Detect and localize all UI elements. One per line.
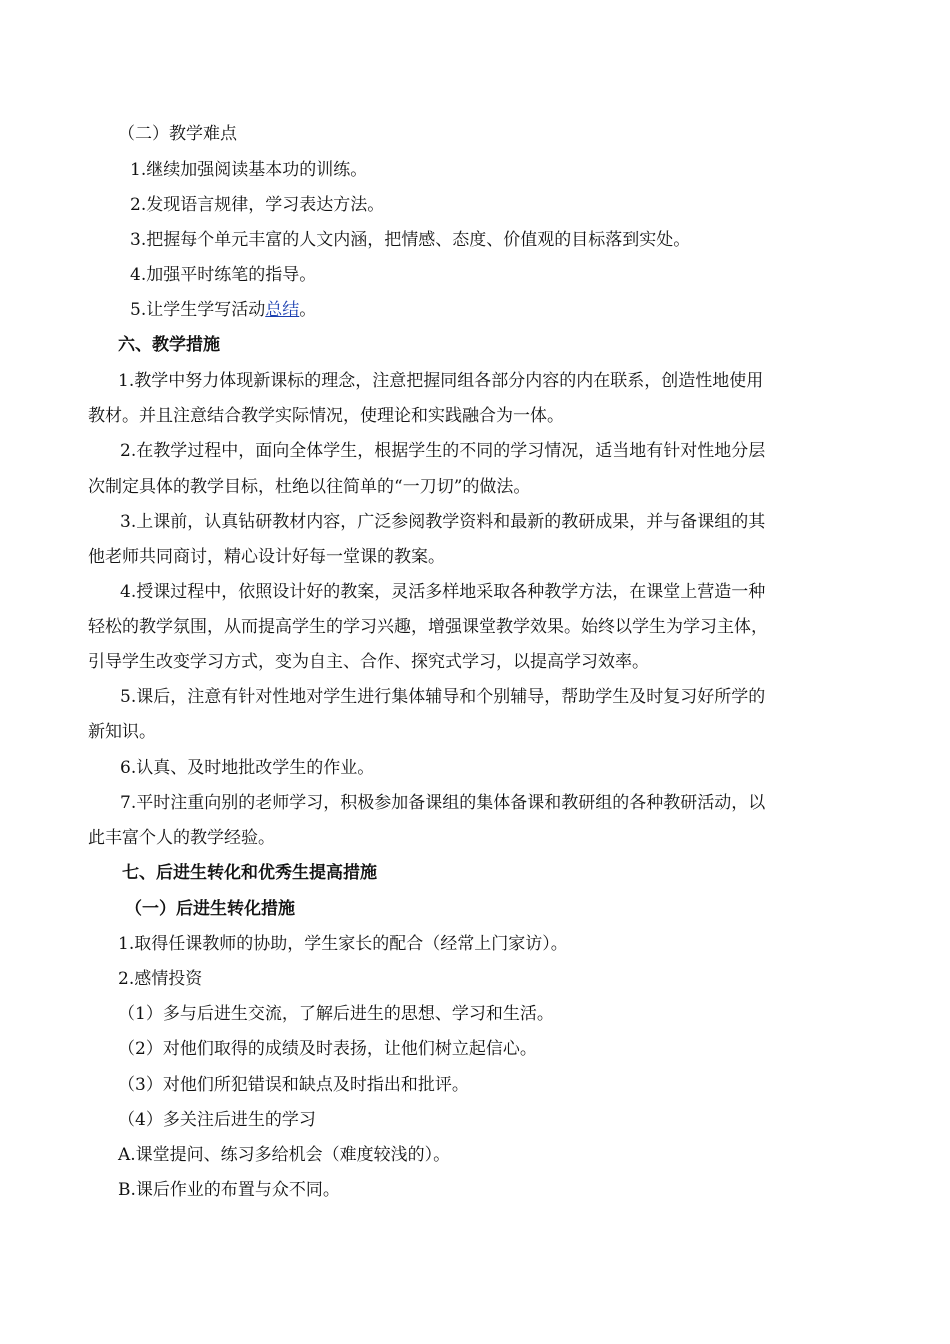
difficulty-item-5-prefix: 5.让学生学写活动: [130, 300, 266, 320]
measure-3-line-1: 3.上课前，认真钻研教材内容，广泛参阅教学资料和最新的教研成果，并与备课组的其: [120, 512, 766, 532]
conversion-item-1: 1.取得任课教师的协助，学生家长的配合（经常上门家访）。: [118, 934, 568, 954]
section-6-heading: 六、教学措施: [118, 335, 220, 355]
measure-7-line-2: 此丰富个人的教学经验。: [88, 828, 275, 848]
measure-6-line-1: 6.认真、及时地批改学生的作业。: [120, 758, 375, 778]
measure-5-line-2: 新知识。: [88, 722, 156, 742]
measure-4-line-2: 轻松的教学氛围，从而提高学生的学习兴趣，增强课堂教学效果。始终以学生为学习主体，: [88, 617, 768, 637]
difficulty-heading: （二）教学难点: [118, 124, 237, 144]
measure-2-line-1: 2.在教学过程中，面向全体学生，根据学生的不同的学习情况，适当地有针对性地分层: [120, 441, 766, 461]
measure-5-line-1: 5.课后，注意有针对性地对学生进行集体辅导和个别辅导，帮助学生及时复习好所学的: [120, 687, 766, 707]
conversion-sub-4: （4）多关注后进生的学习: [118, 1110, 316, 1130]
measure-1-line-2: 教材。并且注意结合教学实际情况，使理论和实践融合为一体。: [88, 406, 564, 426]
conversion-sub-a: A.课堂提问、练习多给机会（难度较浅的）。: [118, 1145, 451, 1165]
conversion-sub-1: （1）多与后进生交流，了解后进生的思想、学习和生活。: [118, 1004, 554, 1024]
difficulty-item-4: 4.加强平时练笔的指导。: [130, 265, 317, 285]
difficulty-item-2: 2.发现语言规律，学习表达方法。: [130, 195, 385, 215]
measure-3-line-2: 他老师共同商讨，精心设计好每一堂课的教案。: [88, 547, 445, 567]
difficulty-item-3: 3.把握每个单元丰富的人文内涵，把情感、态度、价值观的目标落到实处。: [130, 230, 691, 250]
conversion-sub-3: （3）对他们所犯错误和缺点及时指出和批评。: [118, 1075, 469, 1095]
measure-7-line-1: 7.平时注重向别的老师学习，积极参加备课组的集体备课和教研组的各种教研活动，以: [120, 793, 766, 813]
conversion-sub-2: （2）对他们取得的成绩及时表扬，让他们树立起信心。: [118, 1039, 537, 1059]
conversion-item-2: 2.感情投资: [118, 969, 203, 989]
summary-link[interactable]: 总结: [265, 300, 300, 320]
conversion-sub-b: B.课后作业的布置与众不同。: [118, 1180, 340, 1200]
measure-4-line-1: 4.授课过程中，依照设计好的教案，灵活多样地采取各种教学方法，在课堂上营造一种: [120, 582, 766, 602]
difficulty-item-5: [130, 298, 316, 322]
section-7-heading: 七、后进生转化和优秀生提高措施: [122, 863, 377, 883]
difficulty-item-1: 1.继续加强阅读基本功的训练。: [130, 160, 368, 180]
measure-1-line-1: 1.教学中努力体现新课标的理念，注意把握同组各部分内容的内在联系，创造性地使用: [118, 371, 764, 391]
difficulty-item-5-suffix: 。: [299, 300, 317, 320]
measure-4-line-3: 引导学生改变学习方式，变为自主、合作、探究式学习，以提高学习效率。: [88, 652, 649, 672]
measure-2-line-2: 次制定具体的教学目标，杜绝以往简单的“一刀切”的做法。: [88, 477, 531, 497]
section-7-subheading-1: （一）后进生转化措施: [125, 899, 295, 919]
